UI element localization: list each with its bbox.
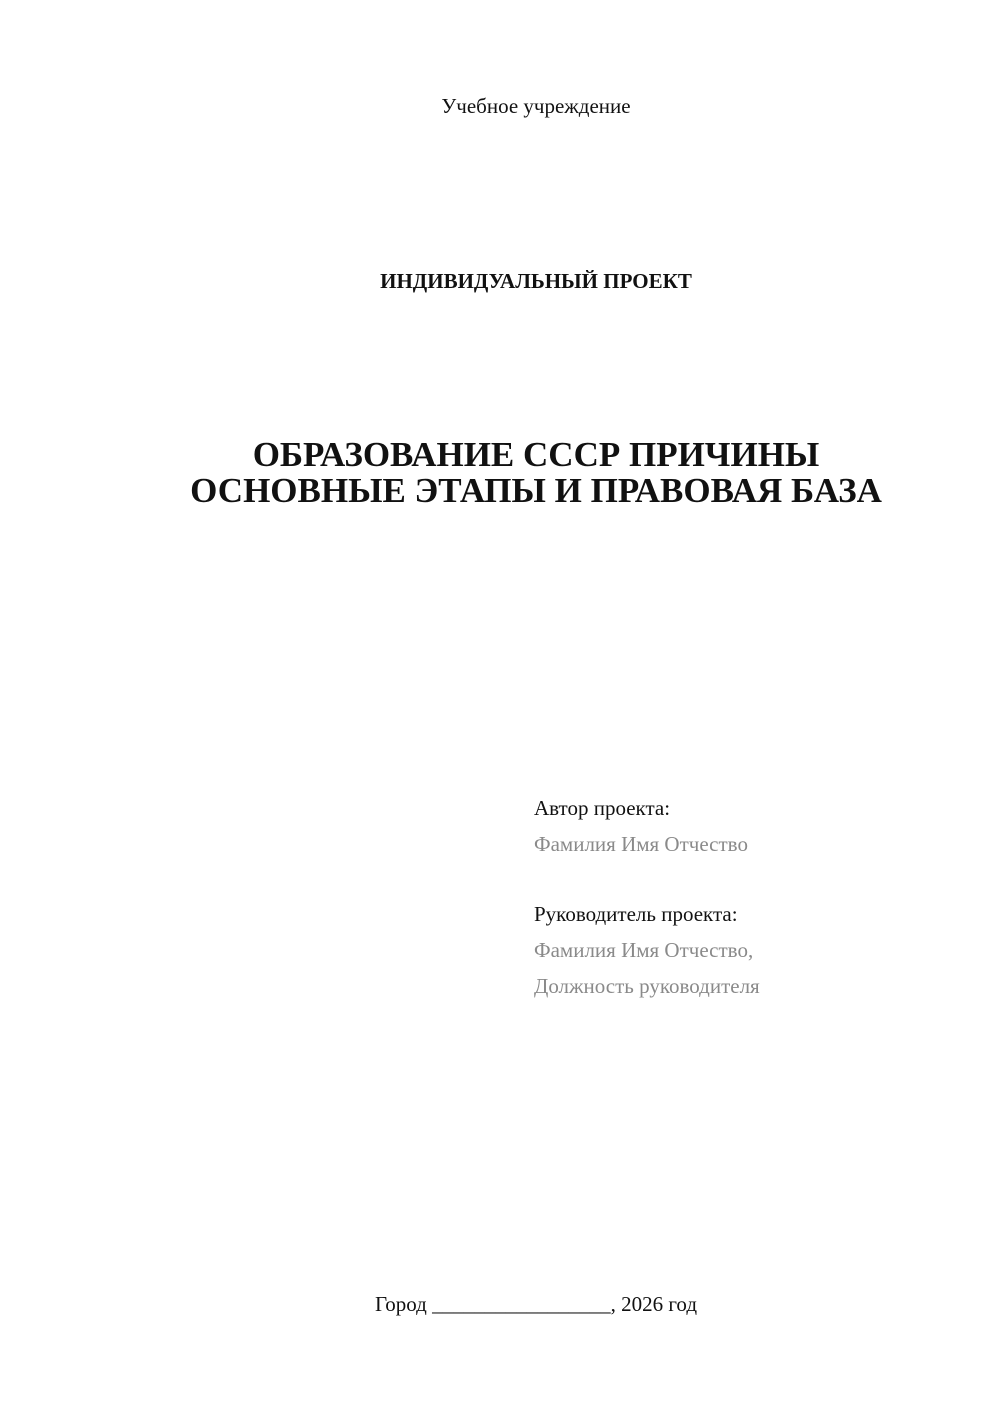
document-type: ИНДИВИДУАЛЬНЫЙ ПРОЕКТ (380, 269, 692, 293)
city-blank: _________________ (432, 1292, 611, 1316)
people-block (534, 790, 760, 1004)
footer-city-year (0, 1290, 1000, 1318)
spacer (534, 862, 760, 896)
project-title-line-2: ОСНОВНЫЕ ЭТАПЫ И ПРАВОВАЯ БАЗА (190, 471, 882, 510)
author-name: Фамилия Имя Отчество (534, 832, 748, 856)
year-text: , 2026 год (610, 1292, 698, 1316)
supervisor-name: Фамилия Имя Отчество, (534, 938, 754, 962)
supervisor-label: Руководитель проекта: (534, 902, 738, 926)
supervisor-position: Должность руководителя (534, 974, 760, 998)
project-title (0, 437, 1000, 509)
city-label: Город (374, 1292, 427, 1316)
author-label: Автор проекта: (534, 796, 671, 820)
institution-name: Учебное учреждение (441, 94, 631, 118)
project-title-line-1: ОБРАЗОВАНИЕ СССР ПРИЧИНЫ (252, 435, 820, 474)
